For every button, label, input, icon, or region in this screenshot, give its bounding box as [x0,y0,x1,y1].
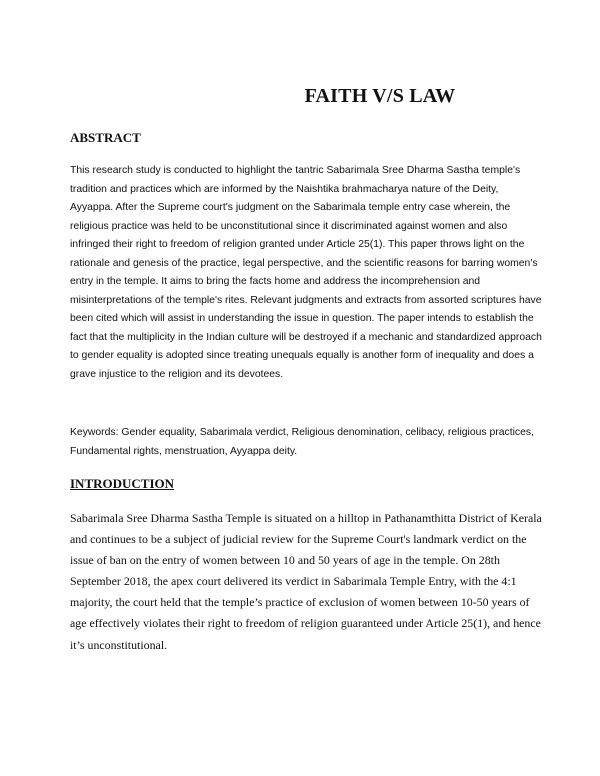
paper-title: FAITH V/S LAW [304,85,456,107]
abstract-body: This research study is conducted to highlight the tantric Sabarimala Sree Dharma Sastha temple's tradition and practices which are informed by the Naishtika brahmacharya nature of the Deity, Ayyappa. After the Supreme court's judgment on the Sabarimala temple entry case wherein, the religious practice was held to be unconstitutional since it discriminated against women and also infringed their right to freedom of religion granted under Article 25(1). This paper throws light on the rationale and genesis of the practice, legal perspective, and the scientific reasons for barring women's entry in the temple. It aims to bring the facts home and address the incomprehension and misinterpretations of the temple's rites. Relevant judgments and extracts from assorted scriptures have been cited which will assist in understanding the issue in question. The paper intends to establish the fact that the multiplicity in the Indian culture will be destroyed if a mechanic and standardized approach to gender equality is adopted since treating unequals equally is another form of inequality and does a grave injustice to the religion and its devotees. [70,165,542,380]
abstract-heading: ABSTRACT [70,130,141,145]
introduction-body: Sabarimala Sree Dharma Sastha Temple is situated on a hilltop in Pathanamthitta District of Kerala and continues to be a subject of judicial review for the Supreme Court's landmark verdict on the issue of ban on the entry of women between 10 and 50 years of age in the temple. On 28th September 2018, the apex court delivered its verdict in Sabarimala Temple Entry, with the 4:1 majority, the court held that the temple’s practice of exclusion of women between 10-50 years of age effectively violates their right to freedom of religion guaranteed under Article 25(1), and hence it’s unconstitutional. [70,511,542,652]
keywords-paragraph: Keywords: Gender equality, Sabarimala verdict, Religious denomination, celibacy, religious practices, Fundamental rights, menstruation, Ayyappa deity. [70,427,534,457]
introduction-heading: INTRODUCTION [70,476,175,491]
